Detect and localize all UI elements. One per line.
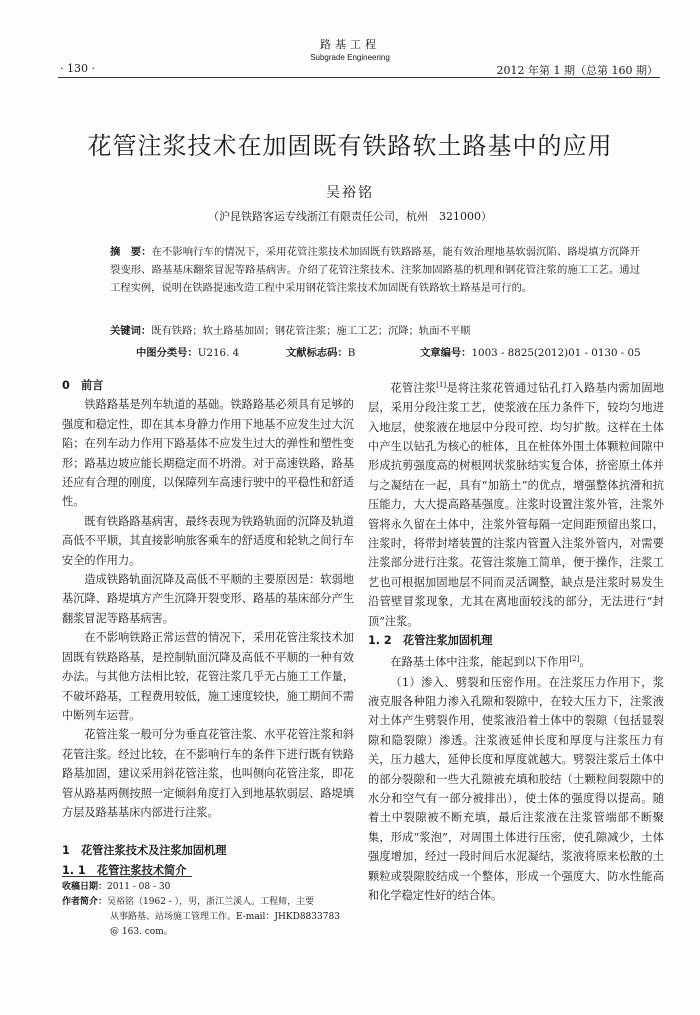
- keywords-text: 既有铁路；软土路基加固；钢花管注浆；施工工艺；沉降；轨面不平顺: [151, 325, 471, 337]
- left-column: [62, 376, 354, 880]
- abstract: [110, 243, 640, 298]
- paragraph: 花管注浆[1]是将注浆花管通过钻孔打入路基内需加固地层，采用分段注浆工艺，使浆液在压力条件下，较均匀地进入地层，使浆液在地层中分段可控、均匀扩散。这样在土体中产生以钻孔为核心的桩体，且在桩体外围土体颗粒间隙中形成抗剪强度高的树根网状浆脉结实复合体，挤密原土体并与之凝结在一起，具有“加筋土”的优点，增强整体抗滑和抗压能力，大大提高路基强度。注浆时设置注浆外管，注浆外管将永久留在土体中，注浆外管每隔一定间距预留出浆口，注浆时，将带封堵装置的注浆内管置入注浆外管内，对需要注浆部分进行注浆。花管注浆施工简单，便于操作，注浆工艺也可根据加固地层不同而灵活调整，缺点是注浆时易发生沿管壁冒浆现象，尤其在离地面较浅的部分，无法进行“封顶”注浆。: [368, 381, 664, 628]
- author-name: 吴裕铭: [326, 185, 374, 201]
- paragraph: 造成铁路轨面沉降及高低不平顺的主要原因是：软弱地基沉降、路堤填方产生沉降开裂变形、路基的基床部分产生翻浆冒泥等路基病害。: [62, 573, 354, 625]
- keywords: [110, 322, 640, 337]
- journal-title-cn: 路基工程: [320, 38, 380, 51]
- section-0-heading: 0 前言: [62, 379, 104, 392]
- paragraph: （1）渗入、劈裂和压密作用。在注浆压力作用下，浆液克服各种阻力渗入孔隙和裂隙中，在较大压力下，注浆液对土体产生劈裂作用，使浆液沿着土体中的裂隙（包括显裂隙和隐裂隙）渗透。注浆液延伸长度和厚度与注浆压力有关，压力越大，延伸长度和厚度就越大。劈裂注浆后土体中的部分裂隙和一些大孔隙被充填和胶结（土颗粒间裂隙中的水分和空气有一部分被排出），使土体的强度得以提高。随着土中裂隙被不断充填，最后注浆液在注浆管端部不断聚集，形成“浆泡”，对周围土体进行压密，使孔隙减少，土体强度增加，经过一段时间后水泥凝结，浆液将原来松散的土颗粒或裂隙胶结成一个整体，形成一个强度大、防水性能高和化学稳定性好的结合体。: [368, 675, 664, 903]
- section-1-1-heading: 1. 1 花管注浆技术简介: [62, 863, 187, 877]
- doc-code: 文献标志码：B: [286, 347, 356, 359]
- right-column: [368, 376, 664, 905]
- article-title: 花管注浆技术在加固既有铁路软土路基中的应用: [87, 132, 613, 160]
- abstract-text: 在不影响行车的情况下，采用花管注浆技术加固既有铁路路基，能有效治理地基软弱沉陷、路堤填方沉降开裂变形、路基基床翻浆冒泥等路基病害。介绍了花管注浆技术、注浆加固路基的机理和钢花管注浆的施工工艺。通过工程实例，说明在铁路提速改造工程中采用钢花管注浆技术加固既有铁路软土路基是可行的。: [110, 246, 640, 295]
- classification-line: [136, 344, 656, 359]
- header-rule: [58, 77, 660, 78]
- section-1-2-heading: 1. 2 花管注浆加固机理: [368, 634, 493, 648]
- affiliation: （沪昆铁路客运专线浙江有限责任公司，杭州 321000）: [208, 210, 492, 223]
- footnote: 收稿日期：2011 - 08 - 30 作者简介：吴裕铭（1962 - ），男，浙江兰溪人。工程师，主要 从事路基、站场施工管理工作。E-mail：JHKD8833783 @ 163. com。: [62, 882, 340, 937]
- abstract-label: 摘 要：: [110, 246, 152, 258]
- paragraph: 在路基土体中注浆，能起到以下作用[2]。: [390, 655, 591, 670]
- section-1-heading: 1 花管注浆技术及注浆加固机理: [62, 844, 227, 858]
- running-header: [0, 36, 700, 62]
- paragraph: 在不影响铁路正常运营的情况下，采用花管注浆技术加固既有铁路路基，是控制轨面沉降及高低不平顺的一种有效办法。与其他方法相比较，花管注浆几乎无占施工工作量，不破坏路基，工程费用较低，施工速度较快，施工期间不需中断列车运营。: [62, 631, 354, 722]
- keywords-label: 关键词：: [110, 325, 152, 337]
- issue-info: 2012 年第 1 期（总第 160 期）: [496, 64, 658, 77]
- citation-ref: [2]: [569, 655, 580, 664]
- page-number: · 130 ·: [60, 62, 95, 75]
- journal-title-en: Subgrade Engineering: [310, 53, 390, 62]
- citation-ref: [1]: [436, 381, 447, 389]
- paragraph: 花管注浆一般可分为垂直花管注浆、水平花管注浆和斜花管注浆。经过比较，在不影响行车的条件下进行既有铁路路基加固，建议采用斜花管注浆，也叫侧向花管注浆，即花管从路基两侧按照一定倾斜角度打入到地基软弱层、路堤填方层及路基基床内部进行注浆。: [62, 728, 354, 819]
- clc-number: 中图分类号：U216. 4: [136, 347, 240, 359]
- footnote-rule: [62, 876, 192, 877]
- paragraph: 铁路路基是列车轨道的基础。铁路路基必须具有足够的强度和稳定性，即在其本身静力作用下地基不应发生过大沉陷；在列车动力作用下路基体不应发生过大的弹性和塑性变形；路基边坡应能长期稳定而不坍滑。对于高速铁路，路基还应有合理的刚度，以保障列车高速行驶中的平稳性和舒适性。: [62, 398, 354, 509]
- paragraph: 既有铁路路基病害，最终表现为铁路轨面的沉降及轨道高低不平顺，其直接影响旅客乘车的舒适度和轮轨之间行车安全的作用力。: [62, 514, 354, 567]
- article-number: 文章编号：1003 - 8825(2012)01 - 0130 - 05: [420, 347, 641, 359]
